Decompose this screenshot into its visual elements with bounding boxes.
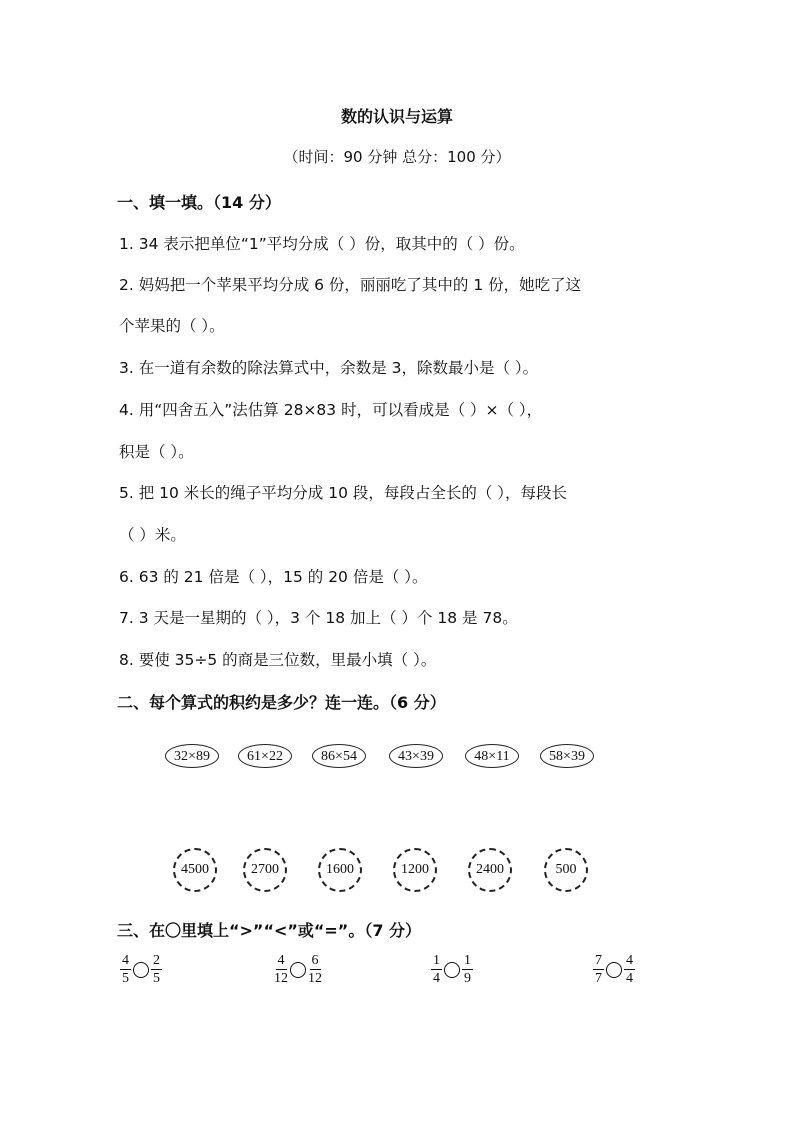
compare-circle[interactable]: [133, 962, 149, 978]
section-3-heading: 三、在〇里填上“>”“<”或“=”。（7 分）: [117, 921, 422, 940]
fraction-left: 4 12: [274, 953, 288, 986]
fraction-right: 6 12: [308, 953, 322, 986]
answer-cloud[interactable]: 1200: [393, 848, 437, 892]
answer-cloud[interactable]: 2700: [243, 848, 287, 892]
comparison-3: [431, 952, 473, 987]
question-3: 3. 在一道有余数的除法算式中，余数是 3，除数最小是（ ）。: [119, 359, 539, 377]
fraction-left: 7 7: [595, 953, 602, 986]
question-6: 6. 63 的 21 倍是（ ），15 的 20 倍是（ ）。: [119, 568, 428, 586]
page-title: 数的认识与运算: [340, 107, 453, 126]
fraction-left: 4 5: [122, 953, 129, 986]
answer-cloud[interactable]: 1600: [318, 848, 362, 892]
comparison-1: [120, 952, 162, 987]
expression-oval[interactable]: 58×39: [540, 744, 594, 768]
expression-oval[interactable]: 32×89: [165, 744, 219, 768]
answer-cloud[interactable]: 4500: [173, 848, 217, 892]
compare-circle[interactable]: [290, 962, 306, 978]
fraction-left: 1 4: [433, 953, 440, 986]
question-1: 1. 34 表示把单位“1”平均分成（ ）份，取其中的（ ）份。: [119, 235, 525, 253]
expression-oval[interactable]: 48×11: [465, 744, 519, 768]
section-1-heading: 一、填一填。（14 分）: [117, 193, 281, 212]
expression-oval[interactable]: 61×22: [238, 744, 292, 768]
question-4-line-1: 4. 用“四舍五入”法估算 28×83 时，可以看成是（ ）×（ ），: [119, 401, 543, 419]
exam-info: （时间：90 分钟 总分：100 分）: [283, 148, 511, 166]
comparison-2: [274, 952, 322, 987]
answer-cloud[interactable]: 2400: [468, 848, 512, 892]
compare-circle[interactable]: [606, 962, 622, 978]
section-2-heading: 二、每个算式的积约是多少？连一连。（6 分）: [117, 693, 446, 712]
expression-oval[interactable]: 43×39: [389, 744, 443, 768]
question-5-line-1: 5. 把 10 米长的绳子平均分成 10 段，每段占全长的（ ），每段长: [119, 484, 568, 502]
comparison-4: [593, 952, 635, 987]
question-2-line-2: 个苹果的（ ）。: [119, 317, 225, 335]
question-2-line-1: 2. 妈妈把一个苹果平均分成 6 份，丽丽吃了其中的 1 份，她吃了这: [119, 276, 582, 294]
fraction-right: 1 9: [464, 953, 471, 986]
question-4-line-2: 积是（ ）。: [119, 443, 194, 461]
fraction-right: 2 5: [153, 953, 160, 986]
question-8: 8. 要使 35÷5 的商是三位数，里最小填（ ）。: [119, 651, 437, 669]
fraction-right: 4 4: [626, 953, 633, 986]
answer-cloud[interactable]: 500: [544, 848, 588, 892]
question-7: 7. 3 天是一星期的（ ），3 个 18 加上（ ）个 18 是 78。: [119, 609, 518, 627]
question-5-line-2: （ ）米。: [119, 526, 186, 544]
expression-oval[interactable]: 86×54: [312, 744, 366, 768]
compare-circle[interactable]: [444, 962, 460, 978]
